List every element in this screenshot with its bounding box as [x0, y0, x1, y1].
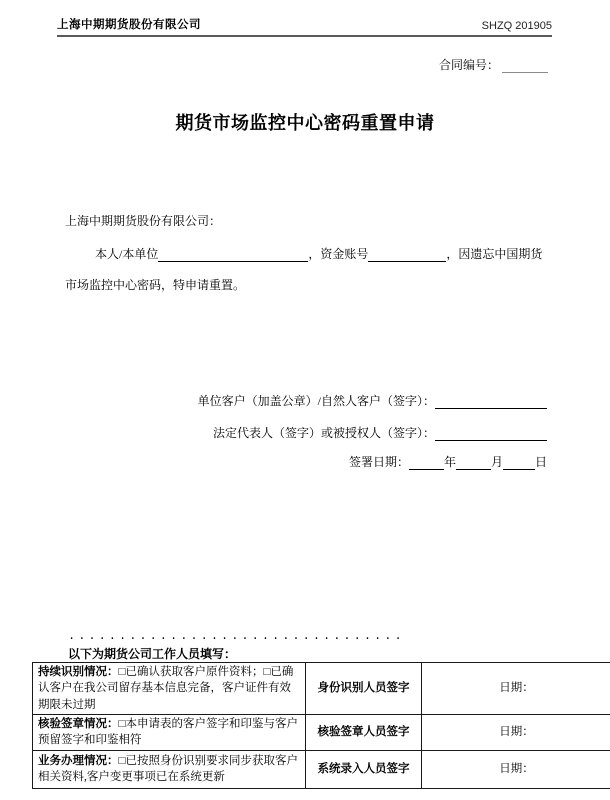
- year-label: 年: [443, 455, 456, 469]
- situation-cell: [33, 714, 306, 750]
- client-signature-label: 单位客户（加盖公章）/自然人客户（签字）：: [197, 394, 435, 408]
- client-signature-blank: [435, 395, 547, 409]
- situation-cell: [33, 750, 306, 788]
- month-label: 月: [490, 455, 503, 469]
- staff-table: [32, 662, 610, 789]
- representative-signature-label: 法定代表人（签字）或被授权人（签字）：: [212, 426, 435, 440]
- month-blank: [456, 456, 491, 470]
- dotted-separator: .................................: [68, 629, 405, 643]
- contract-no-line: [439, 56, 548, 73]
- table-row: [33, 663, 610, 715]
- sign-date-line: [349, 453, 547, 470]
- contract-no-label: 合同编号：: [438, 58, 499, 72]
- page-header: [57, 16, 552, 37]
- signer-cell: 系统录入人员签字: [306, 750, 422, 788]
- representative-signature-blank: [435, 427, 547, 441]
- sign-date-label: 签署日期：: [348, 455, 409, 469]
- day-label: 日: [534, 455, 547, 469]
- situation-desc: □已确认获取客户原件资料；□已确认客户在我公司留存基本信息完备，客户证件有效期限未过期: [38, 666, 294, 711]
- situation-label: 持续识别情况：: [38, 666, 119, 678]
- company-name: 上海中期期货股份有限公司: [57, 19, 201, 31]
- applicant-name-blank: [158, 248, 308, 262]
- situation-label: 核验签章情况：: [38, 717, 119, 730]
- reason-lead: ，因遗忘中国期货: [446, 247, 543, 261]
- salutation: 上海中期期货股份有限公司：: [65, 214, 222, 228]
- applicant-label: 本人/本单位: [95, 247, 159, 261]
- year-blank: [409, 456, 444, 470]
- representative-signature-line: [213, 424, 547, 441]
- staff-section-heading: 以下为期货公司工作人员填写：: [68, 647, 237, 661]
- contract-no-blank: [502, 59, 548, 73]
- table-row: [33, 714, 610, 750]
- page-title: 期货市场监控中心密码重置申请: [175, 113, 435, 133]
- body-line-2: 市场监控中心密码，特申请重置。: [65, 278, 246, 292]
- situation-cell: [33, 663, 306, 715]
- date-cell: 日期：: [422, 663, 610, 715]
- situation-label: 业务办理情况：: [38, 754, 119, 767]
- account-label: ，资金账号: [308, 247, 369, 261]
- date-cell: 日期：: [422, 750, 610, 788]
- doc-code: SHZQ 201905: [481, 20, 552, 32]
- situation-desc: □本申请表的客户签字和印鉴与客户预留签字和印鉴相符: [38, 717, 298, 747]
- signer-cell: 核验签章人员签字: [306, 714, 422, 750]
- date-cell: 日期：: [422, 714, 610, 750]
- signer-cell: 身份识别人员签字: [306, 663, 422, 715]
- client-signature-line: [198, 392, 547, 409]
- account-no-blank: [368, 248, 446, 262]
- table-row: [33, 750, 610, 788]
- body-line-1: [95, 245, 542, 262]
- situation-desc: □已按照身份识别要求同步获取客户相关资料,客户变更事项已在系统更新: [38, 754, 298, 784]
- day-blank: [503, 456, 535, 470]
